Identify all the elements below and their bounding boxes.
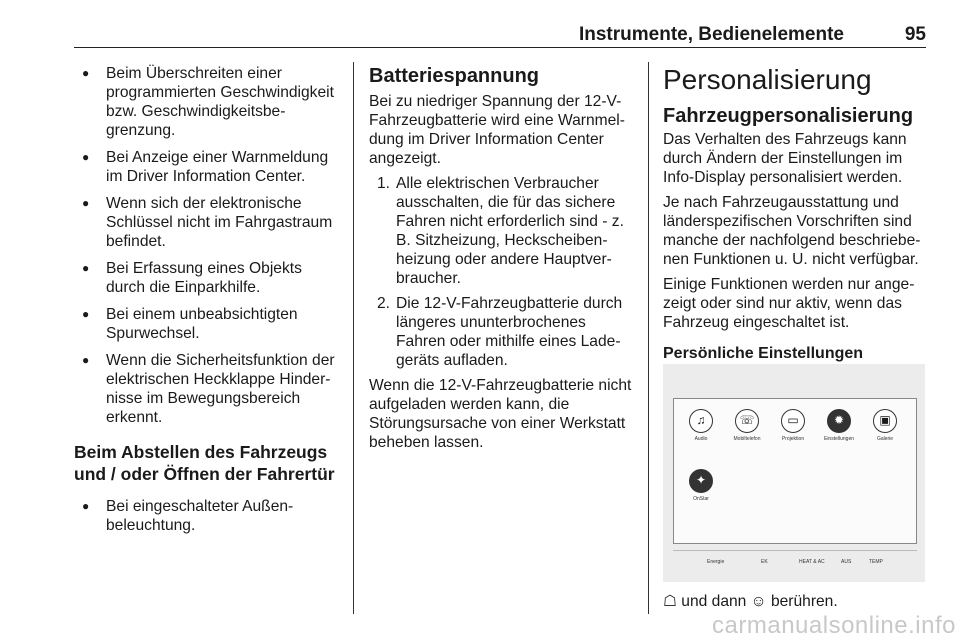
step-number: 2. <box>377 295 391 312</box>
column-3 <box>663 64 925 364</box>
app-onstar <box>678 469 724 503</box>
temp-label: TEMP <box>869 559 883 565</box>
app-label: Mobiltelefon <box>733 436 761 442</box>
step-number: 1. <box>377 175 391 192</box>
paragraph: Das Verhalten des Fahrzeugs kann durch Ändern der Einstellungen im Info-Display personalisiert werden. <box>663 131 907 186</box>
step-text: Die 12-V-Fahrzeugbatterie durch längeres ununterbrochenes Fahren oder mithilfe eines Ladegeräts aufladen. <box>396 295 623 369</box>
paragraph: Wenn die 12-V-Fahrzeugbatterie nicht aufgeladen werden kann, die Störungsursache von einer Werkstatt beheben lassen. <box>369 377 632 451</box>
column-1 <box>74 64 344 543</box>
list-item <box>369 294 635 370</box>
app-label: Audio <box>694 436 708 442</box>
header-title: Instrumente, Bedienelemente <box>578 24 844 45</box>
app-label: OnStar <box>693 496 709 502</box>
app-projection <box>770 409 816 443</box>
paragraph: Einige Funktionen werden nur angezeigt oder sind nur aktiv, wenn das Fahrzeug eingeschaltet ist. <box>663 276 915 331</box>
screen-content-frame <box>673 398 917 544</box>
section-heading: Batteriespannung <box>369 65 540 87</box>
heat-ac-label: HEAT & AC <box>799 559 825 565</box>
list-item: ● Bei Erfassung eines Objekts durch die Einparkhilfe. <box>74 259 344 297</box>
page-header <box>74 0 926 48</box>
section-subheading: Persönliche Einstellungen <box>663 345 864 362</box>
app-phone <box>724 409 770 443</box>
column-divider <box>353 62 354 614</box>
list-item: ● Wenn sich der elektronische Schlüssel nicht im Fahrgastraum befindet. <box>74 194 344 251</box>
projection-icon: ▭ <box>781 409 805 433</box>
energy-label: Energie <box>707 559 725 565</box>
gallery-icon: ▣ <box>873 409 897 433</box>
app-label: Galerie <box>876 436 894 442</box>
infotainment-screen-illustration <box>663 364 925 582</box>
bullet-list <box>74 64 344 427</box>
column-2 <box>369 64 635 458</box>
climate-bar <box>673 550 917 574</box>
list-item: ● Bei eingeschalteter Außenbeleuchtung. <box>74 497 344 535</box>
music-note-icon: ♫ <box>689 409 713 433</box>
column-divider <box>648 62 649 614</box>
bullet-list <box>74 497 344 535</box>
section-subheading: Beim Abstellen des Fahrzeugs und / oder Öffnen der Fahrertür <box>74 442 335 484</box>
list-item: ● Wenn die Sicherheitsfunktion der elektrischen Heckklappe Hindernisse im Bewegungsbereich erkennt. <box>74 351 344 427</box>
ek-label: EK <box>761 559 768 565</box>
chapter-heading: Personalisierung <box>663 64 872 95</box>
gear-icon: ✹ <box>827 409 851 433</box>
app-label: Projektion <box>781 436 805 442</box>
app-label: Einstellungen <box>823 436 855 442</box>
paragraph: Je nach Fahrzeugausstattung und länderspezifischen Vorschriften sind manche der nachfolgend beschriebenen Funktionen u. U. nicht verfügbar. <box>663 194 921 268</box>
list-item: ● Bei Anzeige einer Warnmeldung im Driver Information Center. <box>74 148 344 186</box>
section-heading: Fahrzeugpersonalisierung <box>663 105 914 127</box>
list-item <box>369 174 635 288</box>
watermark: carmanualsonline.info <box>712 612 956 639</box>
step-list <box>369 174 635 370</box>
list-item: ● Bei einem unbeabsichtigten Spurwechsel. <box>74 305 344 343</box>
off-label: AUS <box>841 559 852 565</box>
phone-icon: ☏ <box>735 409 759 433</box>
app-gallery <box>862 409 908 443</box>
page-number: 95 <box>904 24 926 45</box>
list-item: ● Beim Überschreiten einer programmierten Geschwindigkeit bzw. Geschwindigkeitsbegrenzung. <box>74 64 344 140</box>
image-caption: ☖ und dann ☺ berühren. <box>663 593 838 610</box>
onstar-icon: ✦ <box>689 469 713 493</box>
paragraph: Bei zu niedriger Spannung der 12-V-Fahrzeugbatterie wird eine Warnmeldung im Driver Information Center angezeigt. <box>369 93 625 167</box>
app-settings <box>816 409 862 443</box>
app-audio <box>678 409 724 443</box>
step-text: Alle elektrischen Verbraucher ausschalten, die für das sichere Fahren nicht erforderlich sind - z. B. Sitzheizung, Heckscheibenheizung oder andere Hauptverbraucher. <box>396 175 624 287</box>
